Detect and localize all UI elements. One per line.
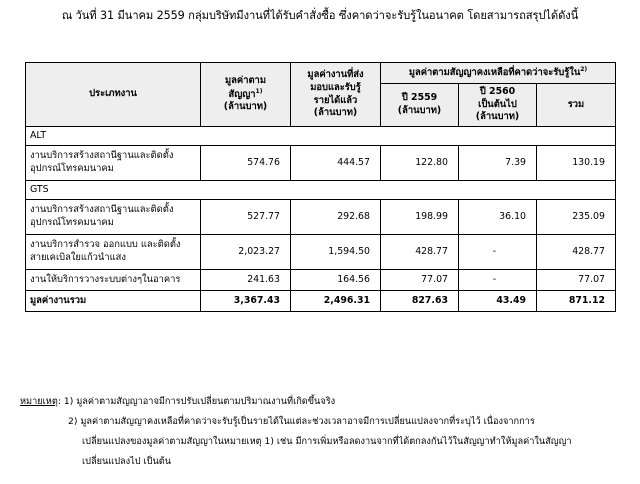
- row-delivered-value: 1,594.50: [291, 235, 381, 270]
- row-contract-value: 574.76: [201, 146, 291, 181]
- header-type: ประเภทงาน: [26, 63, 201, 127]
- header-contract-value-line2: [205, 88, 286, 102]
- document-heading: ณ วันที่ 31 มีนาคม 2559 กลุ่มบริษัทมีงานที่ได้รับคำสั่งซื้อ ซึ่งคาดว่าจะรับรู้ในอนาคต โดยสามารถสรุปได้ดังนี้: [61, 9, 579, 22]
- header-remaining-sup: 2): [580, 66, 588, 74]
- row-2560-value: 7.39: [459, 146, 537, 181]
- table-row: [26, 235, 616, 270]
- header-delivered-line2: มอบและรับรู้: [310, 81, 361, 93]
- group-row-alt: [26, 127, 616, 146]
- row-category: [26, 235, 201, 270]
- header-contract-value: [201, 63, 291, 127]
- table-header-row-1: [26, 63, 616, 84]
- row-category-line2: สายเคเบิลใยแก้วนำแสง: [30, 252, 126, 263]
- row-category-line1: งานบริการสร้างสถานีฐานและติดตั้ง: [30, 204, 174, 216]
- row-category-line2: อุปกรณ์โทรคมนาคม: [30, 163, 114, 174]
- header-contract-value-line3: (ล้านบาท): [223, 101, 268, 113]
- total-2559-value: 827.63: [381, 291, 459, 312]
- note-2-line-1: 2) มูลค่าตามสัญญาคงเหลือที่คาดว่าจะรับรู้เป็นรายได้ในแต่ละช่วงเวลาอาจมีการเปลี่ยนแปลงจากที่ระบุไว้ เนื่องจากการ: [68, 416, 535, 427]
- total-label: มูลค่างานรวม: [26, 291, 201, 312]
- header-2559-line1: ปี 2559: [401, 92, 438, 104]
- row-contract-value: 2,023.27: [201, 235, 291, 270]
- header-2560-line2: เป็นต้นไป: [478, 98, 517, 110]
- row-category-line1: งานให้บริการวางระบบต่างๆในอาคาร: [30, 273, 181, 285]
- row-sum-value: 77.07: [537, 270, 616, 291]
- note-1-text: : 1) มูลค่าตามสัญญาอาจมีการปรับเปลี่ยนตามปริมาณงานที่เกิดขึ้นจริง: [57, 396, 336, 407]
- table-row: [26, 146, 616, 181]
- order-backlog-table: [25, 62, 616, 312]
- header-delivered-line1: มูลค่างานที่ส่ง: [307, 69, 364, 81]
- row-2560-value: -: [459, 235, 537, 270]
- header-year-2559: [381, 84, 459, 127]
- row-2559-value: 198.99: [381, 200, 459, 235]
- header-2560-line3: (ล้านบาท): [475, 111, 520, 123]
- header-delivered-value: [291, 63, 381, 127]
- row-delivered-value: 292.68: [291, 200, 381, 235]
- total-sum-value: 871.12: [537, 291, 616, 312]
- row-contract-value: 241.63: [201, 270, 291, 291]
- row-contract-value: 527.77: [201, 200, 291, 235]
- header-delivered-line4: (ล้านบาท): [313, 107, 358, 119]
- table-row: [26, 270, 616, 291]
- table-row: [26, 200, 616, 235]
- row-sum-value: 428.77: [537, 235, 616, 270]
- header-2560-line1: ปี 2560: [479, 85, 516, 97]
- row-delivered-value: 164.56: [291, 270, 381, 291]
- header-contract-value-text: สัญญา: [228, 88, 256, 100]
- header-remaining-text: มูลค่าตามสัญญาคงเหลือที่คาดว่าจะรับรู้ใน: [408, 67, 581, 79]
- header-contract-value-line1: มูลค่าตาม: [225, 74, 266, 86]
- group-label-gts: GTS: [26, 181, 616, 200]
- header-year-2560: [459, 84, 537, 127]
- group-row-gts: [26, 181, 616, 200]
- note-1: [20, 392, 630, 412]
- group-label-alt: ALT: [26, 127, 616, 146]
- notes-label: หมายเหตุ: [20, 396, 58, 407]
- header-remaining-value: [381, 63, 616, 84]
- total-contract-value: 3,367.43: [201, 291, 291, 312]
- row-2560-value: -: [459, 270, 537, 291]
- row-2559-value: 77.07: [381, 270, 459, 291]
- header-sum: รวม: [537, 84, 616, 127]
- row-sum-value: 235.09: [537, 200, 616, 235]
- row-category: [26, 270, 201, 291]
- row-category-line2: อุปกรณ์โทรคมนาคม: [30, 217, 114, 228]
- row-category-line1: งานบริการสำรวจ ออกแบบ และติดตั้ง: [30, 239, 181, 251]
- header-2559-line2: (ล้านบาท): [397, 105, 442, 116]
- header-contract-value-sup: 1): [255, 87, 263, 95]
- notes-section: [20, 392, 630, 472]
- row-2559-value: 122.80: [381, 146, 459, 181]
- row-category-line1: งานบริการสร้างสถานีฐานและติดตั้ง: [30, 150, 174, 162]
- header-delivered-line3: รายได้แล้ว: [313, 94, 358, 106]
- row-delivered-value: 444.57: [291, 146, 381, 181]
- row-category: [26, 200, 201, 235]
- total-2560-value: 43.49: [459, 291, 537, 312]
- row-sum-value: 130.19: [537, 146, 616, 181]
- row-category: [26, 146, 201, 181]
- total-delivered-value: 2,496.31: [291, 291, 381, 312]
- row-2559-value: 428.77: [381, 235, 459, 270]
- note-2-line-3: เปลี่ยนแปลงไป เป็นต้น: [82, 456, 172, 467]
- note-2-line-2: เปลี่ยนแปลงของมูลค่าตามสัญญาในหมายเหตุ 1) เช่น มีการเพิ่มหรือลดงานจากที่ได้ตกลงกันไว้ในสัญญาทำให้มูลค่าในสัญญา: [82, 436, 572, 447]
- row-2560-value: 36.10: [459, 200, 537, 235]
- total-row: [26, 291, 616, 312]
